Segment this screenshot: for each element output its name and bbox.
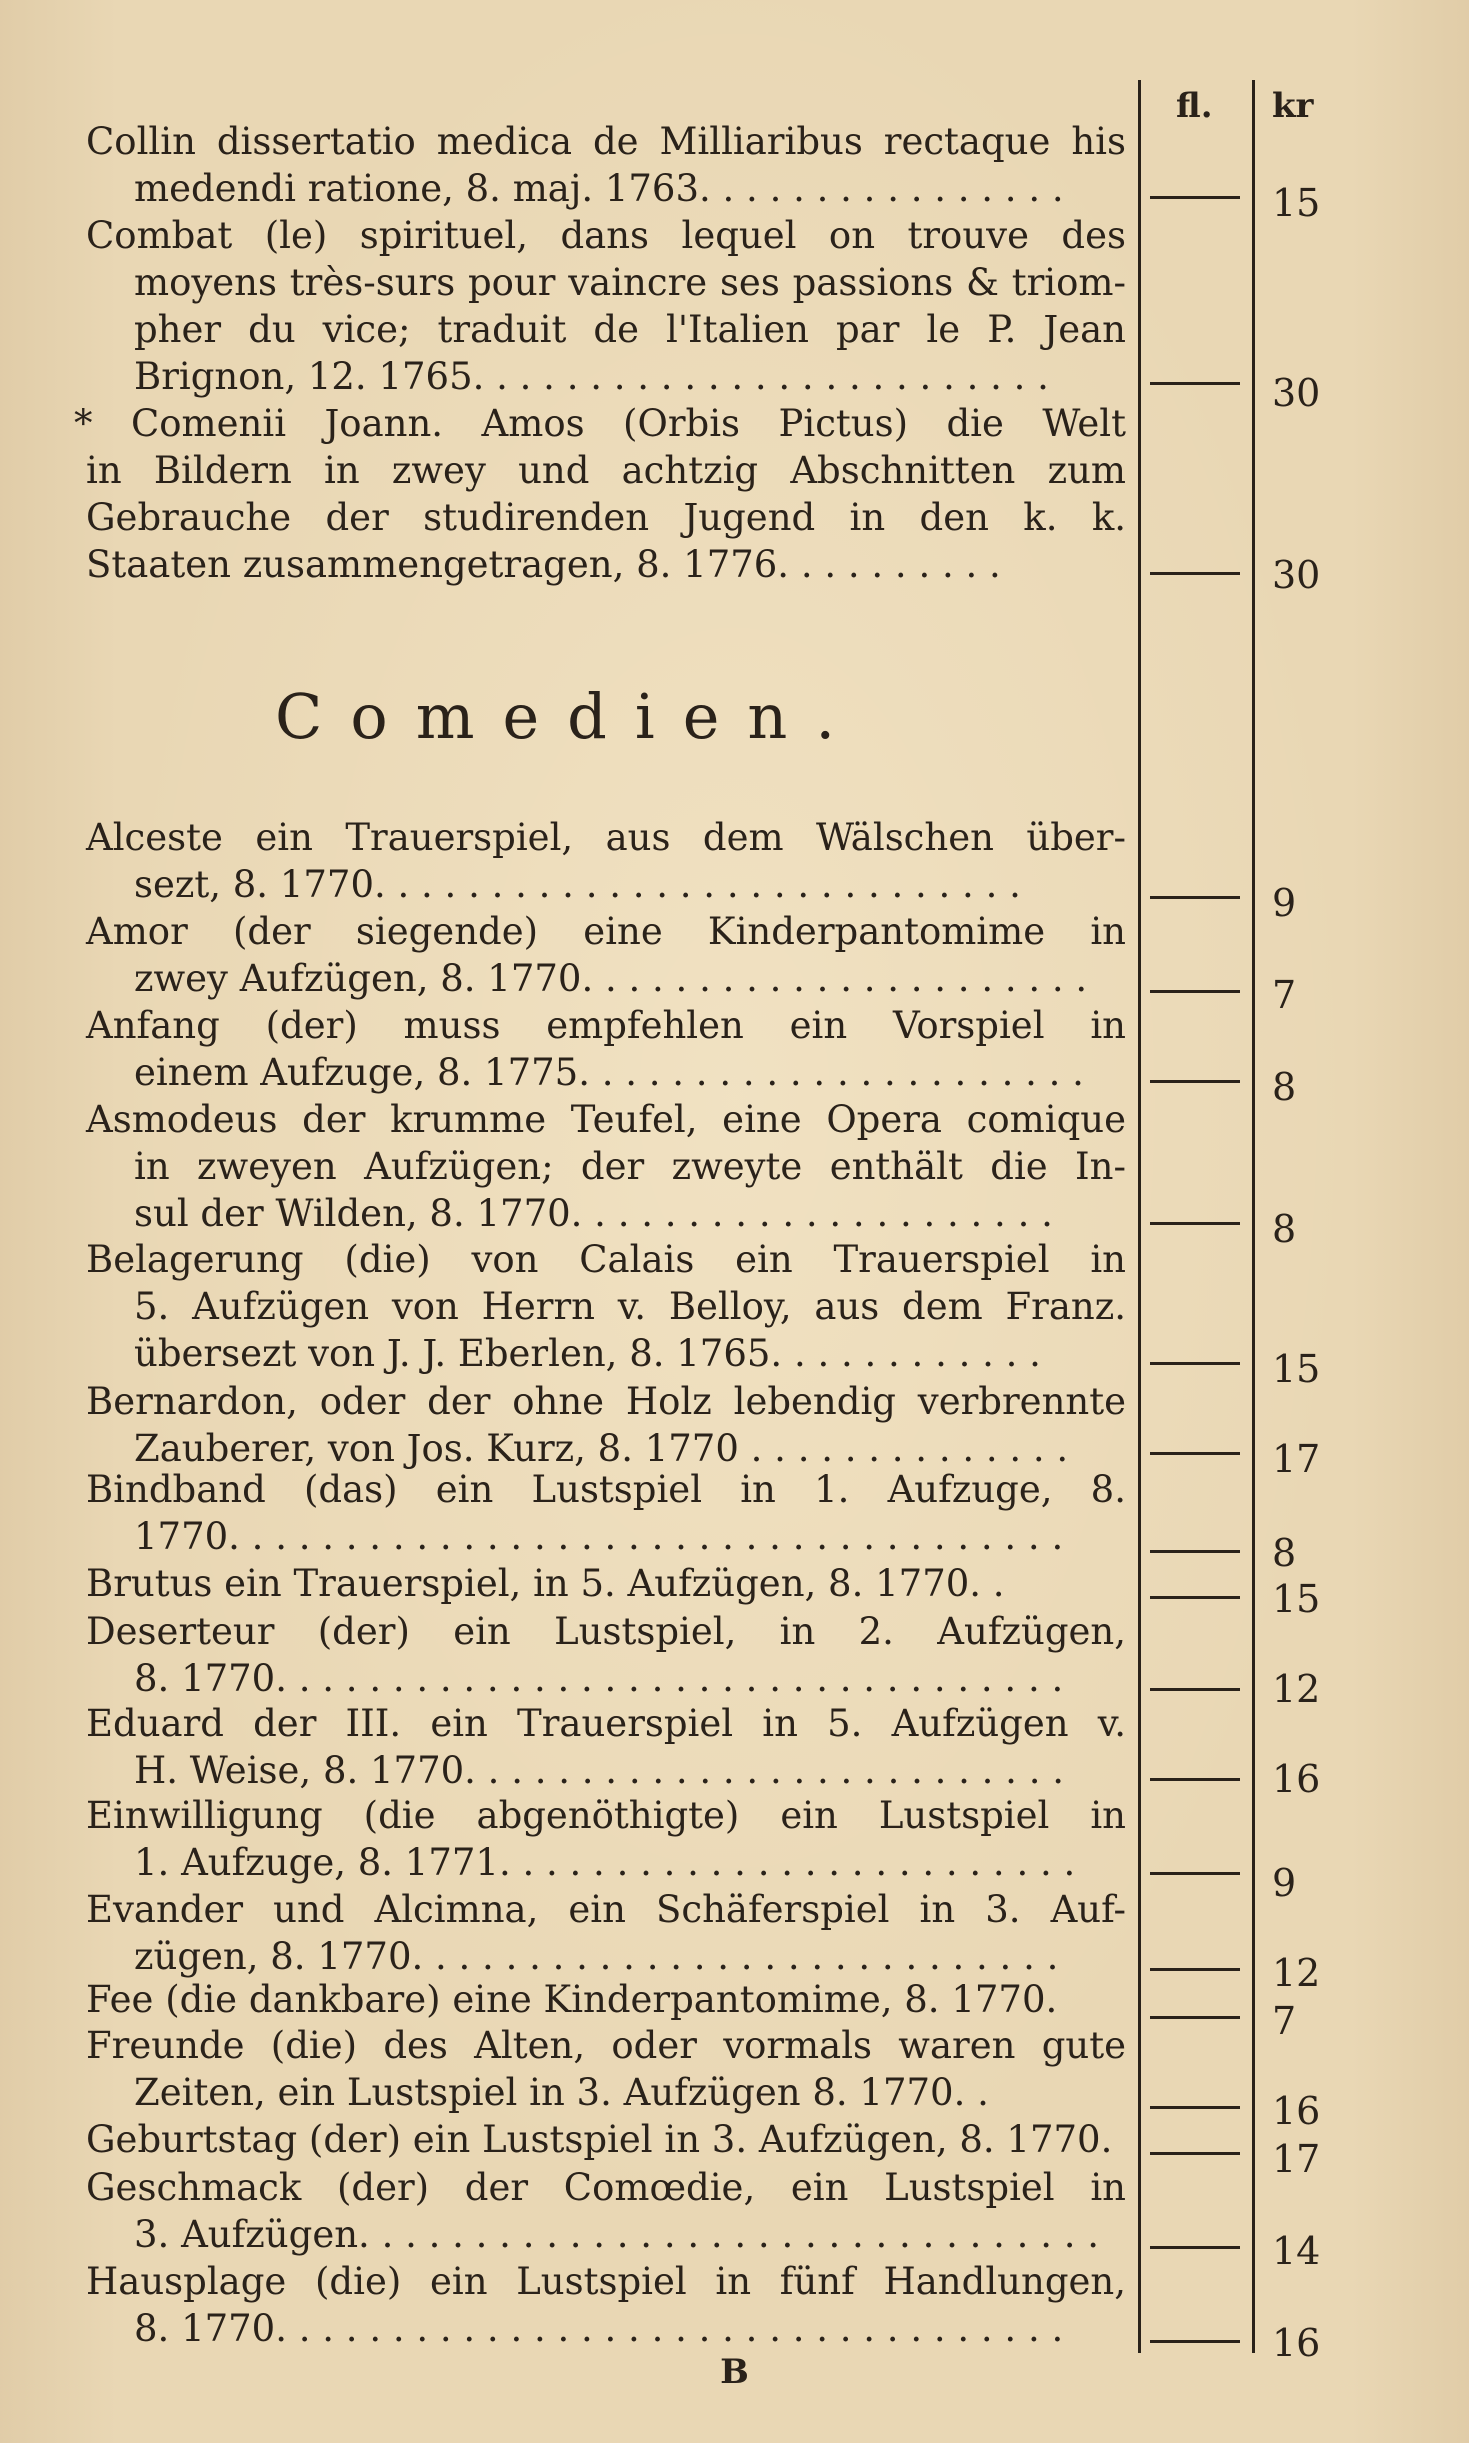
- entry-line: Collin dissertatio medica de Milliaribus rectaque his: [86, 120, 1126, 163]
- catalog-entry: [74, 400, 1126, 588]
- fl-dash: [1150, 196, 1240, 199]
- catalog-entry: [86, 814, 1126, 908]
- catalog-entry: [86, 2258, 1126, 2352]
- signature-mark: B: [720, 2352, 749, 2392]
- entry-line: pher du vice; traduit de l'Italien par le P. Jean: [134, 308, 1126, 351]
- fl-dash: [1150, 1452, 1240, 1455]
- kr-price: 17: [1272, 2137, 1321, 2181]
- catalog-entry: [86, 1466, 1126, 1560]
- catalog-entry: [86, 1886, 1126, 1980]
- entry-line: Combat (le) spirituel, dans lequel on trouve des: [86, 214, 1126, 257]
- catalog-entry: [86, 2164, 1126, 2258]
- catalog-entry: [86, 1236, 1126, 1377]
- entry-line: Geburtstag (der) ein Lustspiel in 3. Aufzügen, 8. 1770.: [86, 2118, 1113, 2161]
- entry-line: 5. Aufzügen von Herrn v. Belloy, aus dem Franz.: [134, 1285, 1126, 1328]
- catalog-entry: [86, 1560, 1126, 1607]
- catalog-entry: [86, 2116, 1126, 2163]
- kr-price: 8: [1272, 1065, 1297, 1109]
- kr-price: 7: [1272, 973, 1297, 1017]
- entry-line: Bindband (das) ein Lustspiel in 1. Aufzuge, 8.: [86, 1468, 1126, 1511]
- fl-dash: [1150, 1688, 1240, 1691]
- kr-price: 16: [1272, 2321, 1321, 2365]
- header-kr: kr: [1272, 86, 1314, 126]
- entry-line: in zweyen Aufzügen; der zweyte enthält die In-: [134, 1145, 1126, 1188]
- fl-dash: [1150, 1872, 1240, 1875]
- fl-dash: [1150, 1778, 1240, 1781]
- fl-dash: [1150, 1968, 1240, 1971]
- fl-dash: [1150, 1080, 1240, 1083]
- entry-line: Eduard der III. ein Trauerspiel in 5. Aufzügen v.: [86, 1702, 1126, 1745]
- entry-line: medendi ratione, 8. maj. 1763. . . . . . . . . . . . . . . .: [134, 167, 1064, 210]
- fl-dash: [1150, 572, 1240, 575]
- entry-line: zügen, 8. 1770. . . . . . . . . . . . . . . . . . . . . . . . . . . .: [134, 1935, 1059, 1978]
- entry-line: sul der Wilden, 8. 1770. . . . . . . . . . . . . . . . . . . . .: [134, 1192, 1053, 1235]
- fl-dash: [1150, 382, 1240, 385]
- catalog-entry: [86, 118, 1126, 212]
- entry-line: Brignon, 12. 1765. . . . . . . . . . . . . . . . . . . . . . . . .: [134, 355, 1049, 398]
- column-rule-kr: [1252, 80, 1255, 2353]
- entry-line: Geschmack (der) der Comœdie, ein Lustspiel in: [86, 2166, 1126, 2209]
- kr-price: 14: [1272, 2229, 1321, 2273]
- section-title: Comedien.: [274, 680, 864, 753]
- kr-price: 9: [1272, 1861, 1297, 1905]
- catalog-entry: [86, 212, 1126, 400]
- catalog-entry: [86, 1792, 1126, 1886]
- fl-dash: [1150, 2152, 1240, 2155]
- entry-line: 3. Aufzügen. . . . . . . . . . . . . . . . . . . . . . . . . . . . . . . .: [134, 2213, 1099, 2256]
- kr-price: 15: [1272, 1577, 1321, 1621]
- entry-line: Gebrauche der studirenden Jugend in den k. k.: [86, 496, 1126, 539]
- entry-line: moyens très-surs pour vaincre ses passions & triom-: [134, 261, 1126, 304]
- catalog-entry: [86, 1002, 1126, 1096]
- kr-price: 12: [1272, 1951, 1321, 1995]
- kr-price: 17: [1272, 1437, 1321, 1481]
- catalog-entry: [86, 1976, 1126, 2023]
- catalog-entry: [86, 1700, 1126, 1794]
- fl-dash: [1150, 2340, 1240, 2343]
- fl-dash: [1150, 990, 1240, 993]
- catalog-entry: [86, 908, 1126, 1002]
- entry-line: 1. Aufzuge, 8. 1771. . . . . . . . . . . . . . . . . . . . . . . . .: [134, 1841, 1076, 1884]
- fl-dash: [1150, 896, 1240, 899]
- column-rule-fl: [1138, 80, 1141, 2353]
- kr-price: 15: [1272, 1347, 1321, 1391]
- fl-dash: [1150, 2246, 1240, 2249]
- fl-dash: [1150, 1362, 1240, 1365]
- entry-line: sezt, 8. 1770. . . . . . . . . . . . . . . . . . . . . . . . . . . .: [134, 863, 1021, 906]
- kr-price: 9: [1272, 881, 1297, 925]
- catalog-entry: [86, 1096, 1126, 1237]
- entry-line: Anfang (der) muss empfehlen ein Vorspiel in: [86, 1004, 1126, 1047]
- entry-line: Staaten zusammengetragen, 8. 1776. . . . . . . . . .: [86, 543, 1001, 586]
- entry-line: Asmodeus der krumme Teufel, eine Opera comique: [86, 1098, 1126, 1141]
- entry-line: 8. 1770. . . . . . . . . . . . . . . . . . . . . . . . . . . . . . . . . .: [134, 2307, 1064, 2350]
- entry-line: Einwilligung (die abgenöthigte) ein Lustspiel in: [86, 1794, 1126, 1837]
- entry-line: H. Weise, 8. 1770. . . . . . . . . . . . . . . . . . . . . . . . . .: [134, 1749, 1064, 1792]
- catalog-entry: [86, 1378, 1126, 1472]
- entry-line: Deserteur (der) ein Lustspiel, in 2. Aufzügen,: [86, 1610, 1126, 1653]
- entry-line: Amor (der siegende) eine Kinderpantomime in: [86, 910, 1126, 953]
- entry-line: 1770. . . . . . . . . . . . . . . . . . . . . . . . . . . . . . . . . . . .: [134, 1515, 1064, 1558]
- kr-price: 7: [1272, 1999, 1297, 2043]
- kr-price: 8: [1272, 1531, 1297, 1575]
- kr-price: 12: [1272, 1667, 1321, 1711]
- catalog-entry: [86, 1608, 1126, 1702]
- catalog-entry: [86, 2022, 1126, 2116]
- fl-dash: [1150, 1222, 1240, 1225]
- entry-line: Zauberer, von Jos. Kurz, 8. 1770 . . . . . . . . . . . . . .: [134, 1427, 1069, 1470]
- fl-dash: [1150, 1596, 1240, 1599]
- kr-price: 8: [1272, 1207, 1297, 1251]
- entry-line: zwey Aufzügen, 8. 1770. . . . . . . . . . . . . . . . . . . . . .: [134, 957, 1088, 1000]
- entry-line: Bernardon, oder der ohne Holz lebendig verbrennte: [86, 1380, 1126, 1423]
- kr-price: 30: [1272, 553, 1321, 597]
- fl-dash: [1150, 1550, 1240, 1553]
- fl-dash: [1150, 2106, 1240, 2109]
- header-fl: fl.: [1176, 86, 1213, 126]
- entry-line: Hausplage (die) ein Lustspiel in fünf Handlungen,: [86, 2260, 1126, 2303]
- entry-line: Alceste ein Trauerspiel, aus dem Wälschen über-: [86, 816, 1126, 859]
- entry-line: Freunde (die) des Alten, oder vormals waren gute: [86, 2024, 1126, 2067]
- entry-line: Zeiten, ein Lustspiel in 3. Aufzügen 8. 1770. .: [134, 2071, 989, 2114]
- entry-line: * Comenii Joann. Amos (Orbis Pictus) die Welt: [74, 402, 1126, 445]
- entry-line: einem Aufzuge, 8. 1775. . . . . . . . . . . . . . . . . . . . . .: [134, 1051, 1084, 1094]
- kr-price: 16: [1272, 1757, 1321, 1801]
- entry-line: 8. 1770. . . . . . . . . . . . . . . . . . . . . . . . . . . . . . . . . .: [134, 1657, 1064, 1700]
- entry-line: in Bildern in zwey und achtzig Abschnitten zum: [86, 449, 1126, 492]
- kr-price: 15: [1272, 181, 1321, 225]
- kr-price: 30: [1272, 371, 1321, 415]
- fl-dash: [1150, 2016, 1240, 2019]
- entry-line: Fee (die dankbare) eine Kinderpantomime, 8. 1770.: [86, 1978, 1058, 2021]
- kr-price: 16: [1272, 2089, 1321, 2133]
- entry-line: übersezt von J. J. Eberlen, 8. 1765. . . . . . . . . . . .: [134, 1332, 1041, 1375]
- entry-line: Evander und Alcimna, ein Schäferspiel in 3. Auf-: [86, 1888, 1126, 1931]
- entry-line: Brutus ein Trauerspiel, in 5. Aufzügen, 8. 1770. .: [86, 1562, 1005, 1605]
- entry-line: Belagerung (die) von Calais ein Trauerspiel in: [86, 1238, 1126, 1281]
